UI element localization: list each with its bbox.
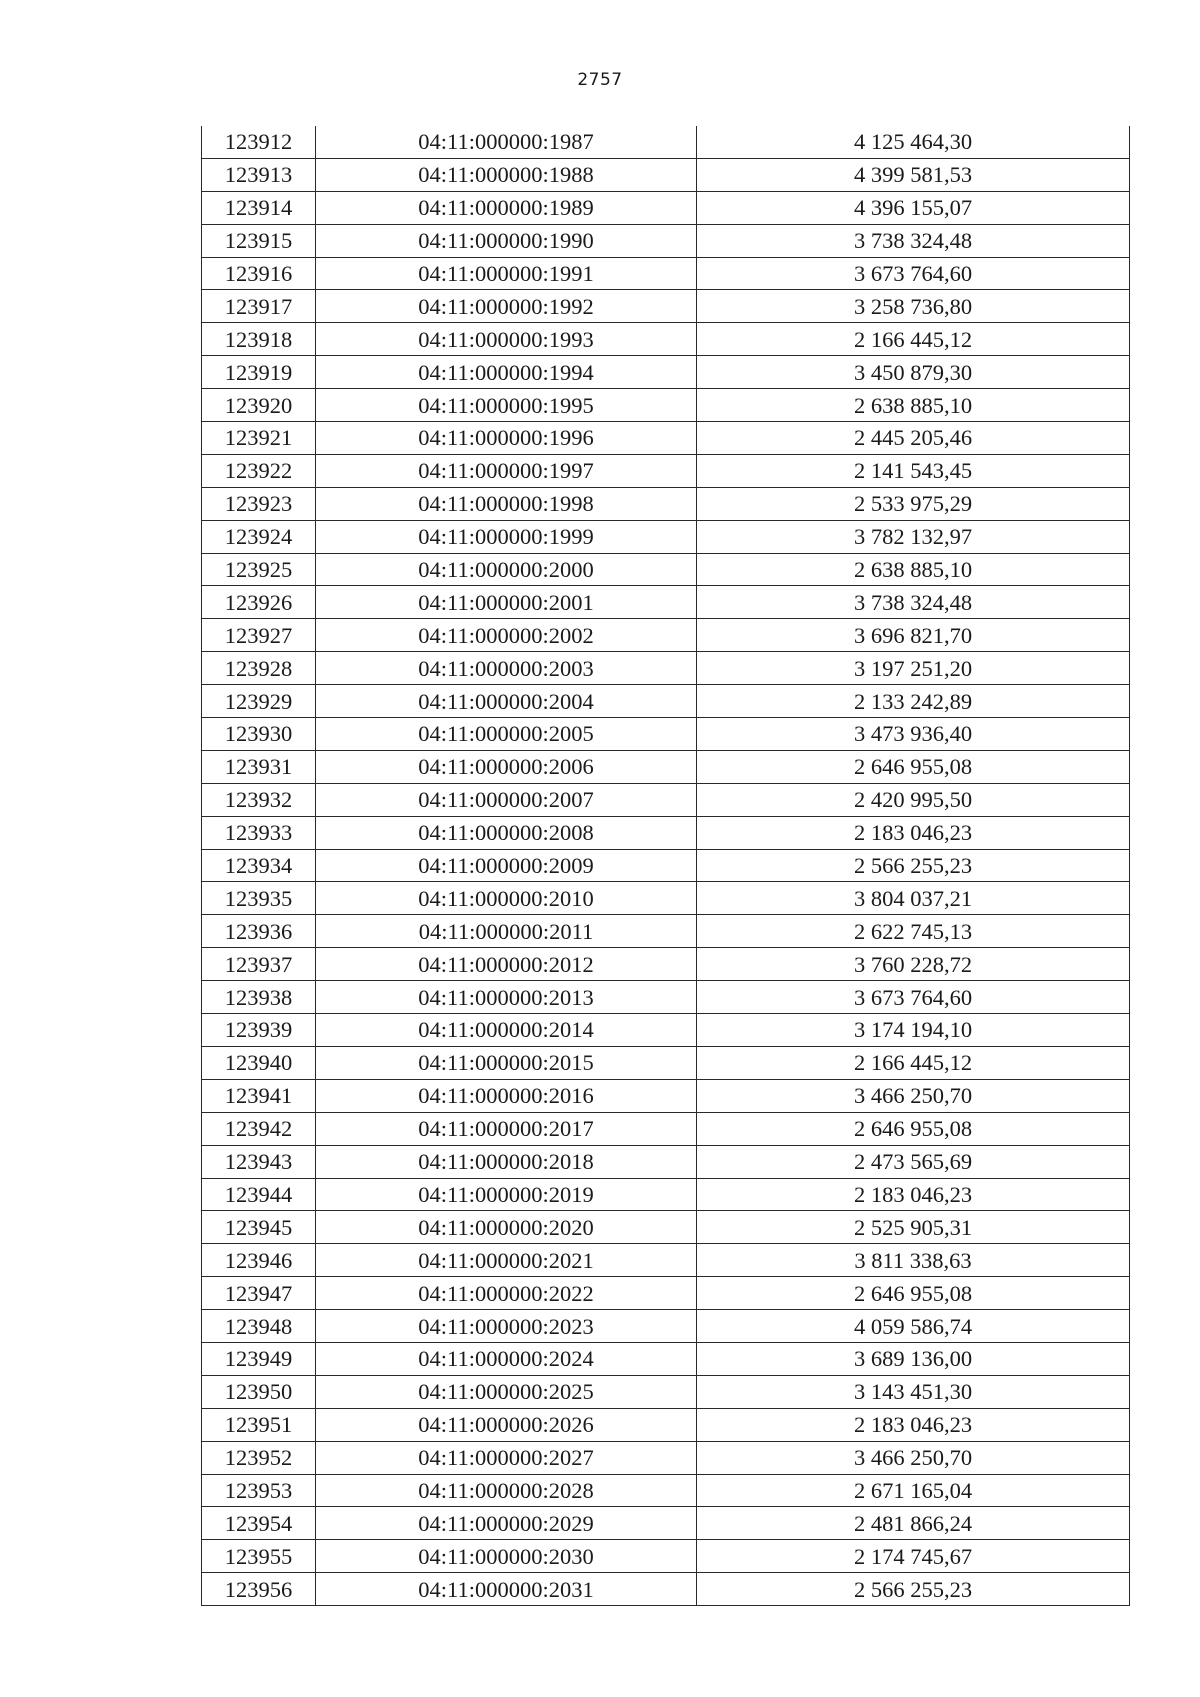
row-number-cell: 123930 [202, 718, 316, 751]
table-row [202, 1079, 1130, 1112]
table-row [202, 586, 1130, 619]
row-number-cell: 123953 [202, 1474, 316, 1507]
cadastral-number-cell: 04:11:000000:2024 [316, 1342, 697, 1375]
row-number-cell: 123914 [202, 191, 316, 224]
row-number-cell: 123936 [202, 915, 316, 948]
table-row [202, 1540, 1130, 1573]
table-row [202, 1112, 1130, 1145]
value-cell: 2 183 046,23 [697, 1408, 1130, 1441]
row-number-cell: 123956 [202, 1573, 316, 1606]
table-row [202, 652, 1130, 685]
value-cell: 3 782 132,97 [697, 520, 1130, 553]
row-number-cell: 123935 [202, 882, 316, 915]
row-number-cell: 123951 [202, 1408, 316, 1441]
row-number-cell: 123944 [202, 1178, 316, 1211]
table-row [202, 1310, 1130, 1343]
table-row [202, 1375, 1130, 1408]
cadastral-number-cell: 04:11:000000:1998 [316, 487, 697, 520]
value-cell: 2 481 866,24 [697, 1507, 1130, 1540]
cadastral-number-cell: 04:11:000000:2019 [316, 1178, 697, 1211]
table-row [202, 520, 1130, 553]
row-number-cell: 123929 [202, 685, 316, 718]
table-row [202, 290, 1130, 323]
table-row [202, 718, 1130, 751]
table-row [202, 1014, 1130, 1047]
cadastral-number-cell: 04:11:000000:2010 [316, 882, 697, 915]
row-number-cell: 123950 [202, 1375, 316, 1408]
row-number-cell: 123928 [202, 652, 316, 685]
row-number-cell: 123912 [202, 126, 316, 158]
cadastral-number-cell: 04:11:000000:1992 [316, 290, 697, 323]
value-cell: 3 738 324,48 [697, 586, 1130, 619]
value-cell: 2 566 255,23 [697, 1573, 1130, 1606]
value-cell: 2 622 745,13 [697, 915, 1130, 948]
row-number-cell: 123938 [202, 981, 316, 1014]
cadastral-number-cell: 04:11:000000:2016 [316, 1079, 697, 1112]
row-number-cell: 123955 [202, 1540, 316, 1573]
value-cell: 3 811 338,63 [697, 1244, 1130, 1277]
table-row [202, 1277, 1130, 1310]
table-row [202, 849, 1130, 882]
value-cell: 2 533 975,29 [697, 487, 1130, 520]
cadastral-number-cell: 04:11:000000:2013 [316, 981, 697, 1014]
row-number-cell: 123918 [202, 323, 316, 356]
cadastral-number-cell: 04:11:000000:2008 [316, 816, 697, 849]
value-cell: 3 174 194,10 [697, 1014, 1130, 1047]
cadastral-number-cell: 04:11:000000:2025 [316, 1375, 697, 1408]
table-row [202, 422, 1130, 455]
row-number-cell: 123940 [202, 1046, 316, 1079]
row-number-cell: 123924 [202, 520, 316, 553]
registry-table [201, 126, 1130, 1606]
table-row [202, 1474, 1130, 1507]
value-cell: 3 673 764,60 [697, 981, 1130, 1014]
value-cell: 3 143 451,30 [697, 1375, 1130, 1408]
table-row [202, 1178, 1130, 1211]
table-row [202, 1573, 1130, 1606]
value-cell: 2 646 955,08 [697, 1112, 1130, 1145]
row-number-cell: 123933 [202, 816, 316, 849]
cadastral-number-cell: 04:11:000000:2004 [316, 685, 697, 718]
table-row [202, 224, 1130, 257]
cadastral-number-cell: 04:11:000000:1989 [316, 191, 697, 224]
cadastral-number-cell: 04:11:000000:2012 [316, 948, 697, 981]
table-row [202, 816, 1130, 849]
value-cell: 3 760 228,72 [697, 948, 1130, 981]
table-row [202, 126, 1130, 158]
value-cell: 4 399 581,53 [697, 158, 1130, 191]
value-cell: 4 059 586,74 [697, 1310, 1130, 1343]
table-row [202, 1441, 1130, 1474]
value-cell: 2 166 445,12 [697, 323, 1130, 356]
row-number-cell: 123934 [202, 849, 316, 882]
value-cell: 3 473 936,40 [697, 718, 1130, 751]
table-row [202, 356, 1130, 389]
page-number: 2757 [577, 70, 623, 90]
value-cell: 3 258 736,80 [697, 290, 1130, 323]
cadastral-number-cell: 04:11:000000:2015 [316, 1046, 697, 1079]
row-number-cell: 123922 [202, 454, 316, 487]
row-number-cell: 123917 [202, 290, 316, 323]
cadastral-number-cell: 04:11:000000:2007 [316, 783, 697, 816]
table-row [202, 158, 1130, 191]
cadastral-number-cell: 04:11:000000:2021 [316, 1244, 697, 1277]
row-number-cell: 123932 [202, 783, 316, 816]
row-number-cell: 123913 [202, 158, 316, 191]
value-cell: 3 450 879,30 [697, 356, 1130, 389]
cadastral-number-cell: 04:11:000000:2026 [316, 1408, 697, 1441]
table-row [202, 750, 1130, 783]
row-number-cell: 123919 [202, 356, 316, 389]
value-cell: 2 133 242,89 [697, 685, 1130, 718]
cadastral-number-cell: 04:11:000000:2017 [316, 1112, 697, 1145]
cadastral-number-cell: 04:11:000000:2027 [316, 1441, 697, 1474]
row-number-cell: 123941 [202, 1079, 316, 1112]
value-cell: 2 646 955,08 [697, 750, 1130, 783]
value-cell: 2 671 165,04 [697, 1474, 1130, 1507]
value-cell: 2 646 955,08 [697, 1277, 1130, 1310]
table-row [202, 553, 1130, 586]
cadastral-number-cell: 04:11:000000:2002 [316, 619, 697, 652]
table-row [202, 1342, 1130, 1375]
table-row [202, 1211, 1130, 1244]
cadastral-number-cell: 04:11:000000:2029 [316, 1507, 697, 1540]
table-row [202, 1507, 1130, 1540]
row-number-cell: 123952 [202, 1441, 316, 1474]
cadastral-number-cell: 04:11:000000:1999 [316, 520, 697, 553]
table-row [202, 981, 1130, 1014]
cadastral-number-cell: 04:11:000000:2011 [316, 915, 697, 948]
table-row [202, 323, 1130, 356]
value-cell: 2 638 885,10 [697, 389, 1130, 422]
cadastral-number-cell: 04:11:000000:1995 [316, 389, 697, 422]
cadastral-number-cell: 04:11:000000:1997 [316, 454, 697, 487]
row-number-cell: 123942 [202, 1112, 316, 1145]
value-cell: 2 445 205,46 [697, 422, 1130, 455]
row-number-cell: 123921 [202, 422, 316, 455]
cadastral-number-cell: 04:11:000000:1993 [316, 323, 697, 356]
value-cell: 3 466 250,70 [697, 1441, 1130, 1474]
value-cell: 2 638 885,10 [697, 553, 1130, 586]
table-row [202, 1244, 1130, 1277]
cadastral-number-cell: 04:11:000000:2023 [316, 1310, 697, 1343]
table-row [202, 619, 1130, 652]
row-number-cell: 123920 [202, 389, 316, 422]
table-row [202, 257, 1130, 290]
value-cell: 2 525 905,31 [697, 1211, 1130, 1244]
row-number-cell: 123927 [202, 619, 316, 652]
cadastral-number-cell: 04:11:000000:1987 [316, 126, 697, 158]
table-row [202, 783, 1130, 816]
row-number-cell: 123943 [202, 1145, 316, 1178]
cadastral-number-cell: 04:11:000000:2031 [316, 1573, 697, 1606]
row-number-cell: 123939 [202, 1014, 316, 1047]
value-cell: 2 420 995,50 [697, 783, 1130, 816]
row-number-cell: 123954 [202, 1507, 316, 1540]
table-row [202, 882, 1130, 915]
table-row [202, 487, 1130, 520]
row-number-cell: 123937 [202, 948, 316, 981]
value-cell: 3 689 136,00 [697, 1342, 1130, 1375]
row-number-cell: 123947 [202, 1277, 316, 1310]
cadastral-number-cell: 04:11:000000:2018 [316, 1145, 697, 1178]
row-number-cell: 123926 [202, 586, 316, 619]
row-number-cell: 123945 [202, 1211, 316, 1244]
value-cell: 3 804 037,21 [697, 882, 1130, 915]
table-row [202, 1408, 1130, 1441]
row-number-cell: 123915 [202, 224, 316, 257]
table-row [202, 389, 1130, 422]
cadastral-number-cell: 04:11:000000:1990 [316, 224, 697, 257]
row-number-cell: 123931 [202, 750, 316, 783]
cadastral-number-cell: 04:11:000000:2001 [316, 586, 697, 619]
value-cell: 4 125 464,30 [697, 126, 1130, 158]
cadastral-number-cell: 04:11:000000:2030 [316, 1540, 697, 1573]
value-cell: 3 197 251,20 [697, 652, 1130, 685]
row-number-cell: 123949 [202, 1342, 316, 1375]
cadastral-number-cell: 04:11:000000:2003 [316, 652, 697, 685]
value-cell: 2 166 445,12 [697, 1046, 1130, 1079]
table-row [202, 915, 1130, 948]
value-cell: 2 141 543,45 [697, 454, 1130, 487]
value-cell: 2 566 255,23 [697, 849, 1130, 882]
table-row [202, 1145, 1130, 1178]
value-cell: 3 738 324,48 [697, 224, 1130, 257]
cadastral-number-cell: 04:11:000000:1991 [316, 257, 697, 290]
value-cell: 2 183 046,23 [697, 1178, 1130, 1211]
value-cell: 3 466 250,70 [697, 1079, 1130, 1112]
value-cell: 3 696 821,70 [697, 619, 1130, 652]
row-number-cell: 123946 [202, 1244, 316, 1277]
row-number-cell: 123948 [202, 1310, 316, 1343]
value-cell: 2 183 046,23 [697, 816, 1130, 849]
value-cell: 3 673 764,60 [697, 257, 1130, 290]
cadastral-number-cell: 04:11:000000:2000 [316, 553, 697, 586]
table-row [202, 454, 1130, 487]
row-number-cell: 123923 [202, 487, 316, 520]
table-row [202, 191, 1130, 224]
registry-table-body [202, 126, 1130, 1606]
value-cell: 2 174 745,67 [697, 1540, 1130, 1573]
cadastral-number-cell: 04:11:000000:1988 [316, 158, 697, 191]
table-row [202, 685, 1130, 718]
value-cell: 2 473 565,69 [697, 1145, 1130, 1178]
cadastral-number-cell: 04:11:000000:2028 [316, 1474, 697, 1507]
cadastral-number-cell: 04:11:000000:2020 [316, 1211, 697, 1244]
cadastral-number-cell: 04:11:000000:2006 [316, 750, 697, 783]
table-row [202, 948, 1130, 981]
cadastral-number-cell: 04:11:000000:2005 [316, 718, 697, 751]
cadastral-number-cell: 04:11:000000:1994 [316, 356, 697, 389]
cadastral-number-cell: 04:11:000000:2009 [316, 849, 697, 882]
value-cell: 4 396 155,07 [697, 191, 1130, 224]
row-number-cell: 123916 [202, 257, 316, 290]
cadastral-number-cell: 04:11:000000:2022 [316, 1277, 697, 1310]
table-row [202, 1046, 1130, 1079]
row-number-cell: 123925 [202, 553, 316, 586]
cadastral-number-cell: 04:11:000000:2014 [316, 1014, 697, 1047]
cadastral-number-cell: 04:11:000000:1996 [316, 422, 697, 455]
